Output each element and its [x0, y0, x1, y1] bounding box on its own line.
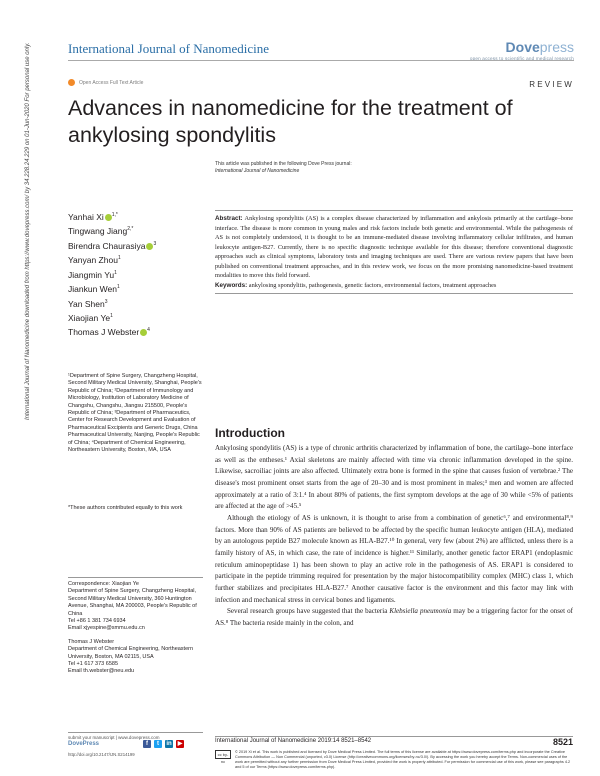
correspondence-line: Department of Chemical Engineering, Northeastern University, Boston, MA 02115, USA [68, 646, 194, 660]
submit-text[interactable]: submit your manuscript | www.dovepress.com [68, 735, 160, 740]
author-name [68, 267, 156, 281]
author-name [68, 209, 156, 223]
license-text: © 2019 Xi et al. This work is published and licensed by Dove Medical Press Limited. The full terms of this license are available at https://www.dovepress.com/terms.php and incorporate the Creative Commons Attribution — Non Commercial (unported, v3.0) License (http://creativecommons.org/licenses/by-nc/3.0/). By accessing the work you hereby accept the Terms. Non-commercial uses of the work are permitted without any further permission from Dove Medical Press Limited, provided the work is properly attributed. For permission for commercial use of this work, please see paragraphs 4.2 and 5 of our Terms (https://www.dovepress.com/terms.php). [235, 750, 571, 769]
footer-divider [215, 736, 573, 737]
author-affiliation-marker: 1 [116, 284, 120, 291]
author-name-text: Birendra Chaurasiya [68, 240, 146, 251]
brand-tagline: open access to scientific and medical research [469, 56, 574, 61]
paragraph [215, 606, 573, 629]
correspondence-line: Correspondence: Xiaojian Ye [68, 581, 139, 587]
author-affiliation-marker: 2,* [127, 226, 134, 233]
journal-reference: International Journal of Nanomedicine 2019:14 8521–8542 [215, 738, 372, 744]
publication-note-journal: International Journal of Nanomedicine [215, 168, 300, 174]
author-name [68, 281, 156, 295]
article-title: Advances in nanomedicine for the treatment of ankylosing spondylitis [68, 96, 513, 147]
author-name-text: Jiankun Wen [68, 283, 117, 294]
doi-link[interactable]: http://doi.org/10.2147/IJN.S214199 [68, 752, 135, 757]
license-block [215, 750, 573, 770]
author-name [68, 324, 156, 338]
brand-suffix: press [539, 39, 574, 55]
paragraph: Although the etiology of AS is unknown, it is thought to arise from a combination of genetic⁶,⁷ and environmental⁸,⁹ factors. More than 90% of AS patients are believed to be affected by the specific human leukocyte antigen (HLA), mediated by an autologous peptide B27 molecule known as HLA-B27.¹⁰ In general, very few (about 2%) are afflicted, unless there is a family history of AS, in which case, the rate of incidence is higher.¹¹ Similarly, another genetic factor ERAP1 (endoplasmic reticulum aminopeptidase 1) has been shown to play an active role in the pathogenesis of AS. ERAP1 is considered to participate in the peptide trimming required for presentation by the major histocompatibility complex (MHC) class 1, which further stabilizes and precipitates HLA-B27.⁷ Another causative factor is the environment and this factor may link with infection and mechanical stress in cervical bones and ligaments. [215, 513, 573, 604]
paragraph: Ankylosing spondylitis (AS) is a type of chronic arthritis characterized by inflammation of bone, the cartilage–bone interface as well as the entheses.¹ Axial skeletons are mainly affected with time via chronic inflammation developed in the spine. Likewise, sacroiliac joints are also affected. Ultimately extra bone is formed in the spine that causes fusion of vertebrae.² The disease's most prominent onset starts from the age of 20–30 and is most prominent in males;³ men and women are affected approximately at a ratio of 3:1.⁴ In about 80% of patients, the first symptom develops at the age of 30 while <5% of patients are affected at the age of >45.⁵ [215, 444, 573, 511]
equal-contribution-note: *These authors contributed equally to this work [68, 505, 183, 511]
orcid-icon[interactable] [105, 214, 112, 221]
author-name-text: Yanyan Zhou [68, 255, 118, 266]
facebook-icon[interactable]: f [143, 740, 151, 748]
keywords-label: Keywords: [215, 281, 248, 289]
author-affiliation-marker: 3 [153, 240, 157, 247]
page-number: 8521 [552, 737, 573, 747]
brand-main: Dove [505, 39, 540, 55]
article-type: REVIEW [529, 80, 574, 89]
author-name-text: Tingwang Jiang [68, 226, 128, 237]
dovepress-small-logo[interactable]: DovePress [68, 741, 100, 747]
open-access-text: Open Access Full Text Article [79, 79, 144, 86]
correspondence-line: Thomas J Webster [68, 638, 115, 645]
correspondence-line: Tel +86 1 381 734 6934 [68, 618, 126, 625]
author-affiliation-marker: 1,* [111, 212, 118, 218]
open-access-icon [68, 79, 75, 86]
correspondence [68, 577, 203, 676]
social-bar [68, 740, 187, 748]
author-name-text: Yanhai Xi [68, 211, 104, 222]
paragraph-text: Several research groups have suggested that the bacteria [227, 607, 390, 616]
author-name [68, 296, 156, 310]
open-access-label [68, 79, 143, 86]
abstract [215, 210, 573, 294]
affiliations: ¹Department of Spine Surgery, Changzheng Hospital, Second Military Medical University, Shanghai, People's Republic of China; ²Department of Immunology and Microbiology, Institution of Laboratory Medicine of Changshu, Changshu, Jiangsu 215500, People's Republic of China; ³Department of Pharmaceutics, Center for Research Development and Evaluation of Pharmaceutical Excipients and Generic Drugs, China Pharmaceutical University, Nanjing, People's Republic of China; ⁴Department of Chemical Engineering, Northeastern University, Boston, MA, USA [68, 373, 202, 454]
author-name [68, 310, 156, 324]
publisher-logo[interactable] [470, 39, 574, 61]
abstract-text: Ankylosing spondylitis (AS) is a complex disease characterized by inflammation and ankylosis primarily at the cartilage–bone interface. The disease is more common in young males and risk factors include both genetic and environmental. While the pathogenesis of AS is not completely understood, it is thought to be an immune-mediated disease involving inflammatory cellular infiltrates, and human leukocyte antigen-B27. Currently, there is no specific diagnostic technique available for this disease; therefore conventional diagnostic approaches such as clinical symptoms, laboratory tests and imaging techniques are used. There are various review papers that have been published on conventional treatment approaches, and in this review work, we focus on the more promising nanomedicine-based treatment modalities to move this field forward. [215, 215, 573, 280]
introduction-body [215, 443, 573, 630]
paragraph-text: may be a triggering factor for the onset of AS.⁸ The bacteria reside mainly in the colon, and [215, 607, 574, 627]
correspondence-divider [68, 577, 203, 578]
author-name [68, 238, 156, 252]
author-list [68, 209, 156, 339]
author-name-text: Thomas J Webster [68, 327, 140, 338]
abstract-label: Abstract: [215, 215, 243, 222]
author-name-text: Jiangmin Yu [68, 269, 115, 280]
author-name-text: Yan Shen [68, 298, 105, 309]
author-affiliation-marker: 3 [104, 298, 108, 305]
author-name [68, 223, 156, 237]
species-name: Klebsiella pneumonia [389, 607, 452, 616]
journal-name: International Journal of Nanomedicine [68, 41, 270, 56]
correspondence-email[interactable]: Email xjyespine@smmu.edu.cn [68, 625, 145, 632]
section-heading: Introduction [215, 426, 285, 440]
cc-license-badge[interactable]: cc by-nc [215, 750, 231, 759]
author-affiliation-marker: 1 [117, 255, 121, 262]
author-name-text: Xiaojian Ye [68, 312, 111, 323]
submit-line[interactable] [68, 732, 203, 740]
youtube-icon[interactable]: ▶ [177, 741, 183, 747]
twitter-icon[interactable]: t [154, 740, 162, 748]
publication-note [215, 161, 352, 175]
author-affiliation-marker: 1 [114, 269, 117, 276]
abstract-bottom-divider [215, 293, 573, 294]
keywords-text: ankylosing spondylitis, pathogenesis, genetic factors, environmental factors, treatment approaches [248, 281, 497, 289]
author-affiliation-marker: 1 [110, 312, 113, 319]
footer-left-divider [68, 732, 203, 733]
publication-note-line1: This article was published in the following Dove Press journal: [215, 161, 352, 167]
correspondence-email[interactable]: Email th.webster@neu.edu [68, 668, 135, 675]
author-name [68, 252, 156, 266]
header-divider [68, 60, 574, 61]
abstract-divider [215, 210, 573, 211]
author-affiliation-marker: 4 [147, 327, 150, 334]
correspondence-line: Tel +1 617 373 6585 [68, 661, 119, 668]
linkedin-icon[interactable]: in [166, 741, 172, 747]
download-side-note: International Journal of Nanomedicine downloaded from https://www.dovepress.com/ by 34.228.24.229 on 01-Jun-2020 For personal use only. [25, 42, 31, 420]
correspondence-line: Department of Spine Surgery, Changzheng Hospital, Second Military Medical University, 360 Huntington Avenue, Shanghai, MA 200003, People's Republic of China [68, 588, 197, 617]
